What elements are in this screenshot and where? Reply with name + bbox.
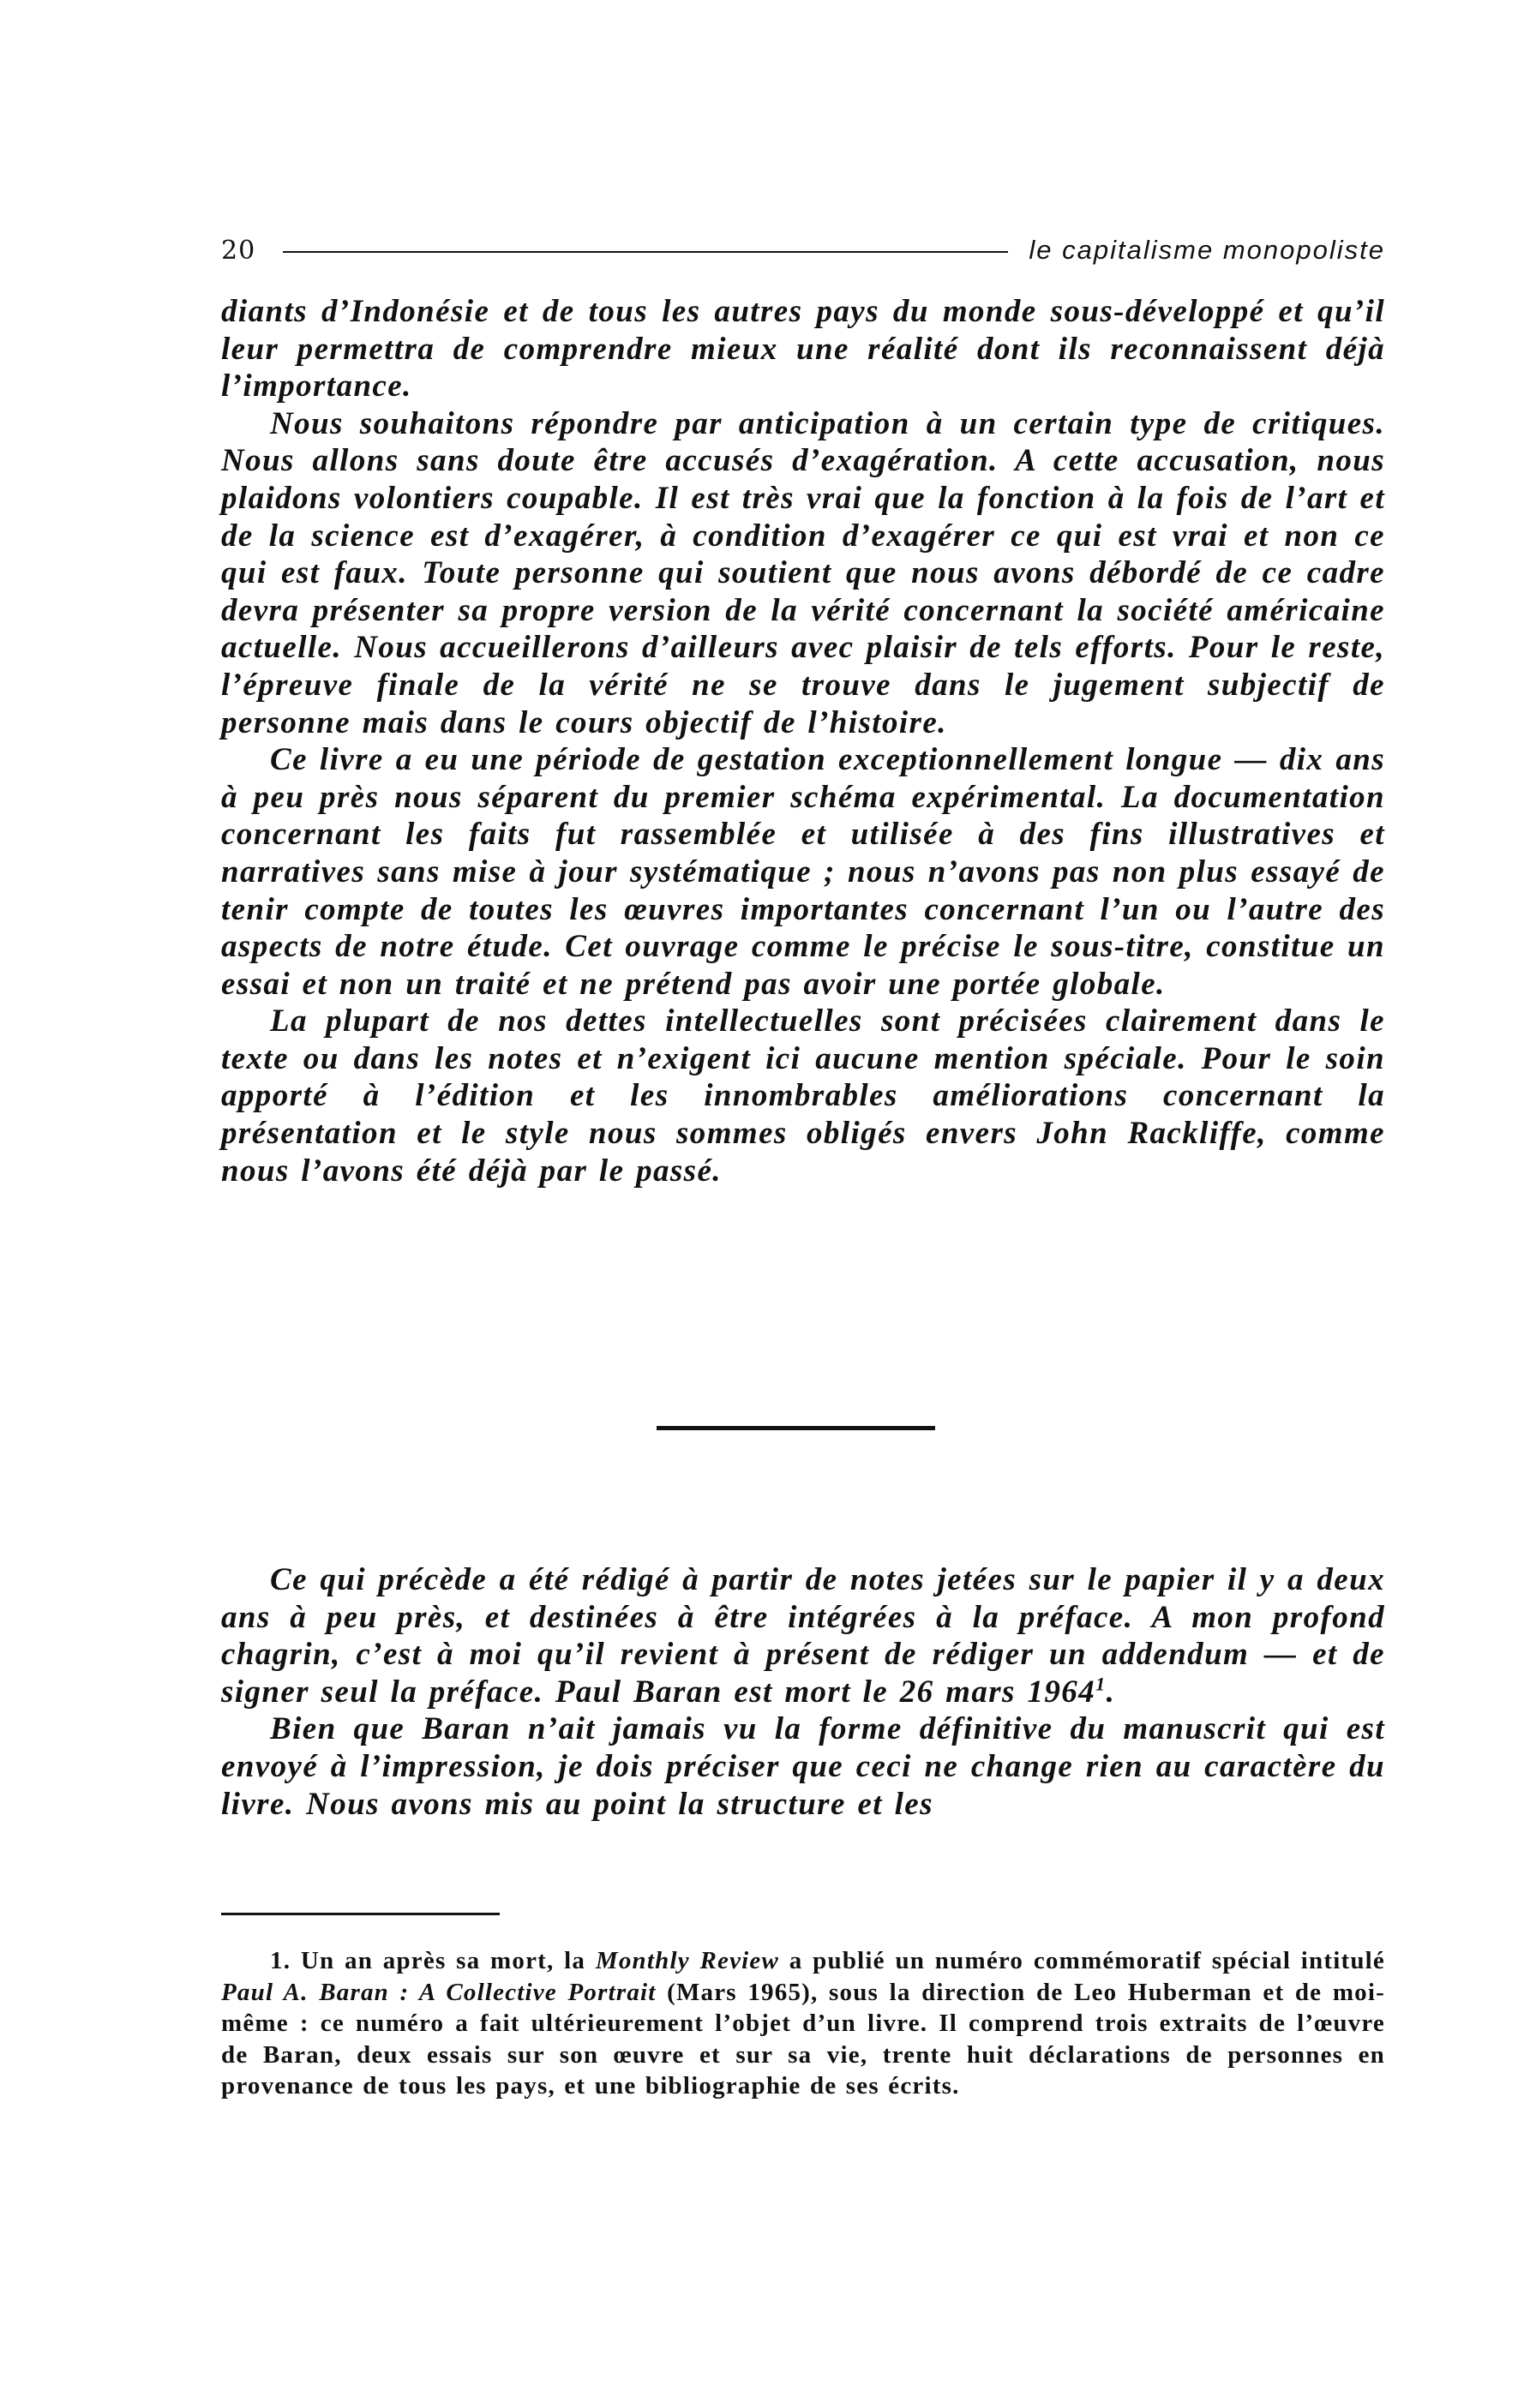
page-number: 20 [221,235,256,266]
paragraph-critiques: Nous souhaitons répondre par anticipation à un certain type de critiques. Nous allons sans doute être accusés d’exagération. A cette accusation, nous plaidons volontiers coupable. Il est très vrai que la fonction à la fois de l’art et de la science est d’exagérer, à condition d’exagérer ce qui est vrai et non ce qui est faux. Toute personne qui soutient que nous avons débordé de ce cadre devra présenter sa propre version de la vérité concernant la société américaine actuelle. Nous accueillerons d’ailleurs avec plaisir de tels efforts. Pour le reste, l’épreuve finale de la vérité ne se trouve dans le jugement subjectif de personne mais dans le cours objectif de l’histoire. [221,405,1385,740]
section-divider [657,1426,935,1430]
preface-addendum [221,1561,1385,1823]
paragraph-manuscript: Bien que Baran n’ait jamais vu la forme définitive du manuscrit qui est envoyé à l’impression, je dois préciser que ceci ne change rien au caractère du livre. Nous avons mis au point la structure et les [221,1711,1385,1822]
running-title: le capitalisme monopoliste [1029,235,1385,265]
running-head [221,233,1385,267]
preface-section-main [221,293,1385,1189]
addendum-period: . [1106,1674,1116,1710]
paragraph-continued: diants d’Indonésie et de tous les autres pays du monde sous-développé et qu’il leur permettra de comprendre mieux une réalité dont ils reconnaissent déjà l’importance. [221,294,1385,404]
addendum-text: Ce qui précède a été rédigé à partir de notes jetées sur le papier il y a deux ans à peu près, et destinées à être intégrées à la préface. A mon profond chagrin, c’est à moi qu’il revient à présent de rédiger un addendum — et de signer seul la préface. Paul Baran est mort le 26 mars 1964 [221,1562,1385,1710]
paragraph-addendum [221,1561,1385,1710]
footnote-reference: 1 [1095,1673,1107,1695]
paragraph-gestation: Ce livre a eu une période de gestation exceptionnellement longue — dix ans à peu près nous séparent du premier schéma expérimental. La documentation concernant les faits fut rassemblée et utilisée à des fins illustratives et narratives sans mise à jour systématique ; nous n’avons pas non plus essayé de tenir compte de toutes les œuvres importantes concernant l’un ou l’autre des aspects de notre étude. Cet ouvrage comme le précise le sous-titre, constitue un essai et non un traité et ne prétend pas avoir une portée globale. [221,742,1385,1002]
footnote-text-1: 1. Un an après sa mort, la [270,1947,596,1974]
footnote-title-collective-portrait: Paul A. Baran : A Collective Portrait [221,1978,657,2006]
footnote-rule [221,1913,500,1915]
footnote-title-monthly-review: Monthly Review [595,1947,780,1974]
header-rule [283,251,1008,253]
paragraph-acknowledgements: La plupart de nos dettes intellectuelles sont précisées clairement dans le texte ou dans les notes et n’exigent ici aucune mention spéciale. Pour le soin apporté à l’édition et les innombrables améliorations concernant la présentation et le style nous sommes obligés envers John Rackliffe, comme nous l’avons été déjà par le passé. [221,1003,1385,1189]
footnote-text-2: a publié un numéro commémoratif spécial intitulé [779,1947,1386,1974]
footnote-1 [221,1945,1385,2102]
footnote-text-3: (Mars 1965), sous la direction de Leo Huberman et de moi-même : ce numéro a fait ultérieurement l’objet d’un livre. Il comprend trois extraits de l’œuvre de Baran, deux essais sur son œuvre et sur sa vie, trente huit déclarations de personnes en provenance de tous les pays, et une bibliographie de ses écrits. [221,1978,1385,2100]
